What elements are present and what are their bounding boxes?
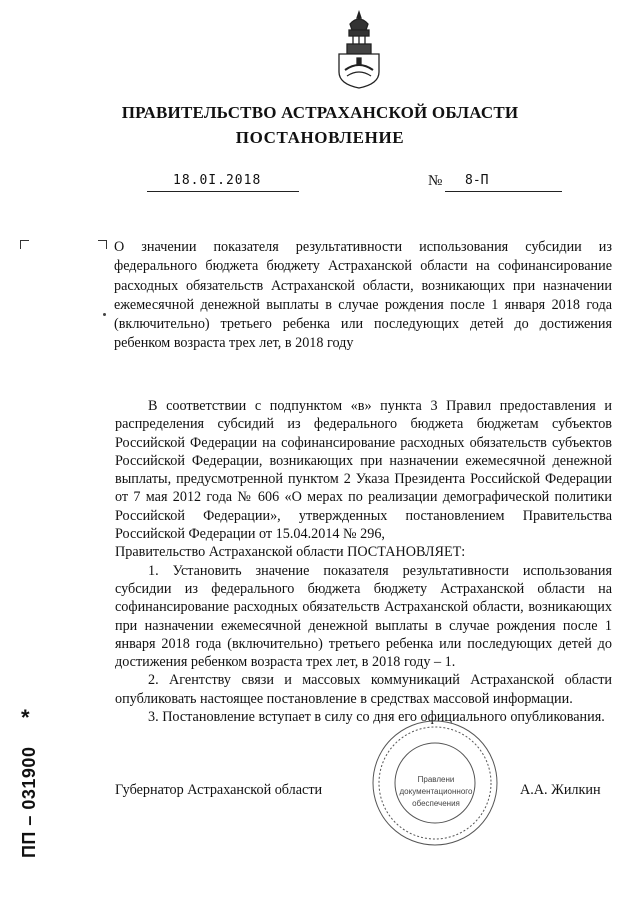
decree-line: Правительство Астраханской области ПОСТАНОВЛЯЕТ: xyxy=(115,544,466,561)
item-3-paragraph: 3. Постановление вступает в силу со дня его официального опубликования. xyxy=(148,709,605,726)
item-1-paragraph: 1. Установить значение показателя результативности использования субсидии из федерального бюджета бюджету Астраханской области на софинансирование расходных обязательств Астраханской области, возникающих при назначении ежемесячной денежной выплаты в случае рождения после 1 января 2018 года (включительно) третьего ребенка или последующих детей до достижения ребенком возраста трех лет, в 2018 году – 1. xyxy=(115,562,612,671)
subject-text: О значении показателя результативности использования субсидии из федерального бюджета бюджету Астраханской области на софинансирование расходных обязательств Астраханской области, возникающих при назначении ежемесячной денежной выплаты в случае рождения после 1 января 2018 года (включительно) третьего ребенка или последующих детей до достижения ребенком возраста трех лет, в 2018 году xyxy=(114,239,612,352)
item-2-paragraph: 2. Агентству связи и массовых коммуникаций Астраханской области опубликовать настоящее постановление в средствах массовой информации. xyxy=(115,672,612,707)
coat-of-arms-icon xyxy=(333,10,385,90)
date-value: 18.0I.2018 xyxy=(173,173,262,188)
margin-dot xyxy=(103,313,106,316)
left-corner-mark xyxy=(20,240,29,249)
subject-block xyxy=(114,238,612,354)
date-field xyxy=(147,173,299,192)
number-value: 8-П xyxy=(465,173,489,188)
preamble-paragraph: В соответствии с подпунктом «в» пункта 3 Правил предоставления и распределения субсидий из федерального бюджета бюджетам субъектов Российской Федерации на софинансирование расходных обязательств субъектов Российской Федерации, возникающих при назначении ежемесячной денежной выплаты, предусмотренной пунктом 2 Указа Президента Российской Федерации от 7 мая 2012 года № 606 «О мерах по реализации демографической политики Российской Федерации», утвержденных постановлением Правительства Российской Федерации от 15.04.2014 № 296, xyxy=(115,398,612,543)
body-text xyxy=(115,397,612,726)
org-title: ПРАВИТЕЛЬСТВО АСТРАХАНСКОЙ ОБЛАСТИ xyxy=(121,103,519,122)
stamp-line-1: Правлени xyxy=(417,775,455,784)
number-sign: № xyxy=(428,173,443,189)
right-corner-mark xyxy=(98,240,107,249)
side-asterisk: * xyxy=(21,705,30,730)
stamp-line-2: документационного xyxy=(399,787,473,796)
signatory-position: Губернатор Астраханской области xyxy=(115,782,323,798)
doc-type-title: ПОСТАНОВЛЕНИЕ xyxy=(235,128,405,147)
stamp-line-3: обеспечения xyxy=(412,799,460,808)
side-serial-number: ПП – 031900 xyxy=(19,746,39,858)
signatory-name: А.А. Жилкин xyxy=(520,782,601,798)
number-field xyxy=(445,173,562,192)
